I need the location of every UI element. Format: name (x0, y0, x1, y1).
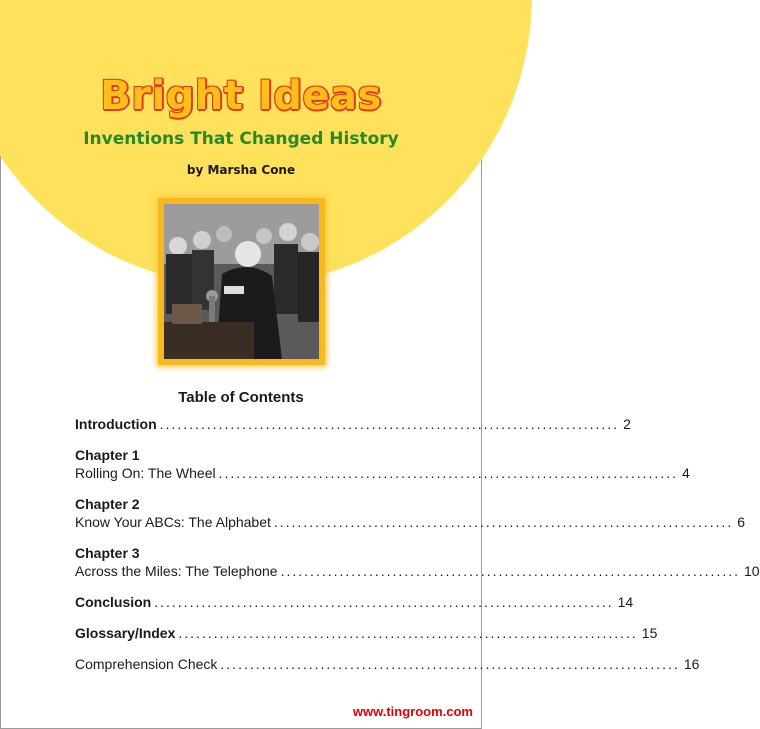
toc-entry-title: Glossary/Index (75, 625, 176, 641)
watermark-link[interactable]: www.tingroom.com (352, 704, 473, 719)
table-of-contents (75, 415, 760, 686)
dot-leader: .............................................................................. (273, 514, 734, 530)
book-title: Bright Ideas (100, 73, 382, 119)
toc-entry-title: Rolling On: The Wheel (75, 465, 216, 481)
toc-entry-page: 6 (737, 514, 746, 530)
toc-entry-page: 4 (682, 465, 690, 481)
toc-entry-chapter-2[interactable] (75, 495, 746, 531)
dot-leader: .............................................................................. (280, 563, 741, 579)
dot-leader: .............................................................................. (159, 416, 620, 432)
chapter-label: Chapter 2 (75, 496, 140, 512)
toc-entry-conclusion[interactable] (75, 593, 634, 611)
historical-telephone-photo (164, 204, 319, 359)
toc-entry-page: 14 (617, 594, 634, 610)
toc-entry-chapter-1[interactable] (75, 446, 690, 482)
toc-entry-title: Know Your ABCs: The Alphabet (75, 514, 271, 530)
toc-heading: Table of Contents (178, 389, 304, 406)
toc-entry-title: Conclusion (75, 594, 152, 610)
chapter-label: Chapter 3 (75, 545, 140, 561)
toc-entry-title: Introduction (75, 416, 157, 432)
dot-leader: .............................................................................. (178, 625, 638, 641)
toc-entry-comprehension-check[interactable] (75, 655, 700, 673)
dot-leader: .............................................................................. (154, 594, 614, 610)
toc-entry-page: 2 (623, 416, 631, 432)
toc-entry-title: Comprehension Check (75, 656, 218, 672)
author-byline: by Marsha Cone (186, 163, 296, 177)
photo-illustration (164, 204, 319, 359)
dot-leader: .............................................................................. (218, 465, 678, 481)
toc-entry-introduction[interactable] (75, 415, 631, 433)
toc-entry-title: Across the Miles: The Telephone (75, 563, 278, 579)
toc-entry-page: 15 (641, 625, 658, 641)
chapter-label: Chapter 1 (75, 447, 140, 463)
photo-frame (158, 198, 325, 365)
book-subtitle: Inventions That Changed History (83, 129, 399, 149)
toc-entry-page: 16 (683, 656, 700, 672)
toc-entry-chapter-3[interactable] (75, 544, 760, 580)
dot-leader: .............................................................................. (220, 656, 680, 672)
toc-entry-glossary-index[interactable] (75, 624, 658, 642)
toc-entry-page: 10 (744, 563, 760, 579)
